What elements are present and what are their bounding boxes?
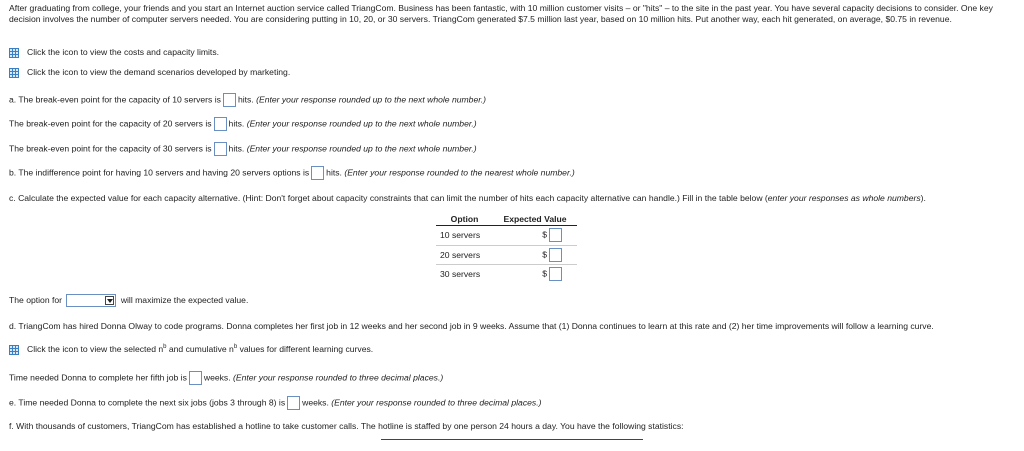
best-option-suffix: will maximize the expected value. <box>120 294 249 305</box>
currency-symbol: $ <box>542 268 547 279</box>
expected-value-cell <box>493 265 577 284</box>
fifth-job-label: Time needed Donna to complete her fifth job is <box>9 372 187 383</box>
hits-label: hits. <box>228 118 245 129</box>
table-icon[interactable] <box>9 68 19 78</box>
six-jobs-label: e. Time needed Donna to complete the next six jobs (jobs 3 through 8) is <box>9 397 286 408</box>
fifth-job-input[interactable] <box>189 371 202 385</box>
superscript-b: b <box>163 344 167 351</box>
option-cell: 30 servers <box>440 269 481 280</box>
qc-end: ). <box>920 193 926 203</box>
hotline-question: f. With thousands of customers, TriangCom has established a hotline to take customer calls. The hotline is staffed by one person 24 hours a day. You have the following statistics: <box>9 421 684 431</box>
demand-link-row[interactable] <box>9 67 290 78</box>
option-cell: 10 servers <box>436 226 493 246</box>
weeks-label: weeks. <box>302 397 329 408</box>
qc-hint: enter your responses as whole numbers <box>767 193 921 203</box>
divider <box>381 439 643 440</box>
ev-30-input[interactable] <box>549 267 562 281</box>
hint-text: (Enter your response rounded up to the next whole number.) <box>246 143 477 154</box>
breakeven-30-row <box>9 142 477 156</box>
option-cell: 20 servers <box>436 245 493 265</box>
table-row <box>436 226 577 246</box>
table-row <box>436 265 577 284</box>
breakeven-10-input[interactable] <box>223 93 236 107</box>
table-icon[interactable] <box>9 48 19 58</box>
indifference-row <box>9 166 575 180</box>
six-jobs-input[interactable] <box>287 396 300 410</box>
hint-text: (Enter your response rounded up to the next whole number.) <box>256 94 487 105</box>
indifference-input[interactable] <box>311 166 324 180</box>
hint-text: (Enter your response rounded to three decimal places.) <box>233 372 444 383</box>
best-option-select[interactable] <box>66 294 116 307</box>
costs-link-text: Click the icon to view the costs and capacity limits. <box>27 47 220 57</box>
expected-value-header: Expected Value <box>493 212 577 226</box>
breakeven-10-label: a. The break-even point for the capacity of 10 servers is <box>9 94 221 105</box>
learning-curve-question: d. TriangCom has hired Donna Olway to code programs. Donna completes her first job in 12 weeks and her second job in 9 weeks. Assume that (1) Donna continues to learn at this rate and (2) her time improvements will follow a learning curve. <box>9 321 934 331</box>
table-header-row <box>436 212 577 226</box>
ev-10-input[interactable] <box>549 228 562 242</box>
breakeven-20-row <box>9 117 477 131</box>
chevron-down-icon[interactable] <box>105 296 114 305</box>
ev-20-input[interactable] <box>549 248 562 262</box>
hits-label: hits. <box>326 167 342 178</box>
option-header: Option <box>436 212 493 226</box>
learning-link-row[interactable] <box>9 344 373 355</box>
hint-text: (Enter your response rounded up to the next whole number.) <box>246 118 477 129</box>
hint-text: (Enter your response rounded to the nearest whole number.) <box>344 167 575 178</box>
six-jobs-row <box>9 396 541 410</box>
indifference-label: b. The indifference point for having 10 servers and having 20 servers options is <box>9 167 310 178</box>
expected-value-table <box>436 212 577 284</box>
learning-link-mid: and cumulative n <box>166 344 234 354</box>
weeks-label: weeks. <box>203 372 231 383</box>
breakeven-20-input[interactable] <box>214 117 227 131</box>
currency-symbol: $ <box>542 249 547 260</box>
best-option-label: The option for <box>9 294 63 305</box>
qc-text: c. Calculate the expected value for each capacity alternative. (Hint: Don't forget about capacity constraints that can limit the number of hits each capacity alternative can handle.) Fill in the table below ( <box>9 193 768 203</box>
fifth-job-row <box>9 371 443 385</box>
table-icon[interactable] <box>9 345 19 355</box>
learning-link-text: Click the icon to view the selected n <box>27 344 164 354</box>
currency-symbol: $ <box>542 229 547 240</box>
learning-link-end: values for different learning curves. <box>237 344 374 354</box>
breakeven-10-row <box>9 93 486 107</box>
hint-text: (Enter your response rounded to three decimal places.) <box>331 397 542 408</box>
expected-value-cell <box>493 245 577 265</box>
expected-value-cell <box>493 226 577 246</box>
problem-intro: After graduating from college, your friends and you start an Internet auction service called TriangCom. Business has been fantastic, with 10 million customer visits – or "hits" – to the site in the past year. You have several capacity decisions to consider. One key decision involves the number of computer servers needed. You are considering putting in 10, 20, or 30 servers. TriangCom generated $7.5 million last year, based on 10 million hits. Put another way, each hit generated, on average, $0.75 in revenue. <box>9 3 993 24</box>
table-row <box>436 245 577 265</box>
breakeven-30-label: The break-even point for the capacity of 30 servers is <box>9 143 212 154</box>
breakeven-30-input[interactable] <box>214 142 227 156</box>
expected-value-instructions <box>9 193 926 203</box>
best-option-row <box>9 294 248 307</box>
hits-label: hits. <box>237 94 254 105</box>
costs-link-row[interactable] <box>9 47 219 58</box>
superscript-b: b <box>233 344 238 351</box>
breakeven-20-label: The break-even point for the capacity of 20 servers is <box>9 118 212 129</box>
demand-link-text: Click the icon to view the demand scenarios developed by marketing. <box>27 67 291 77</box>
hits-label: hits. <box>228 143 245 154</box>
